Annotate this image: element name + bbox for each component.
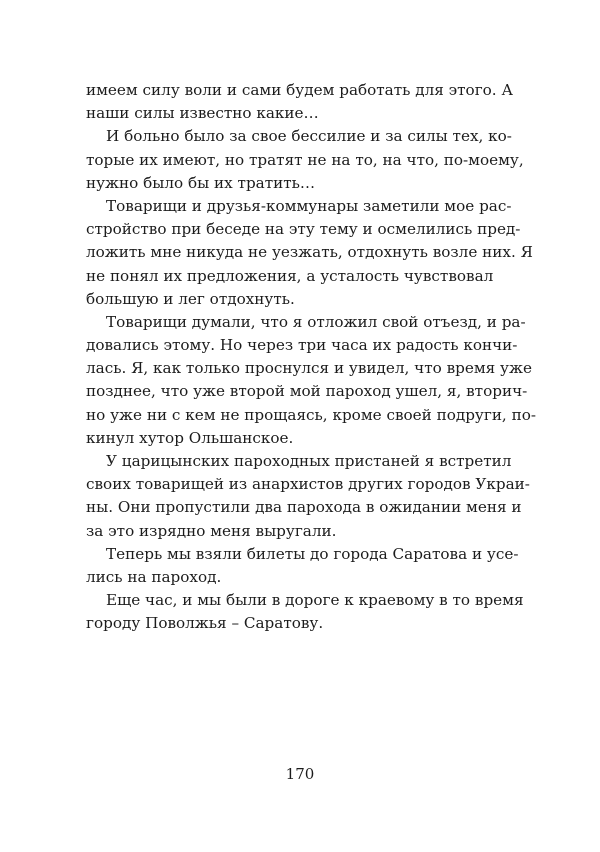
body-text	[86, 79, 536, 636]
page-number: 170	[285, 765, 315, 783]
text-line: городу Поволжья – Саратову.	[86, 614, 324, 633]
paragraph	[86, 79, 513, 125]
paragraph	[86, 195, 533, 311]
text-line: но уже ни с кем не прощаясь, кроме своей подруги, по-	[86, 405, 536, 424]
text-line: довались этому. Но через три часа их радость кончи-	[86, 336, 518, 355]
text-line: Еще час, и мы были в дороге к краевому в то время	[106, 591, 524, 610]
text-line: нужно было бы их тратить…	[86, 173, 316, 192]
text-line: своих товарищей из анархистов других городов Украи-	[86, 475, 530, 494]
text-line: за это изрядно меня выругали.	[86, 521, 337, 540]
text-line: лась. Я, как только проснулся и увидел, что время уже	[86, 359, 532, 378]
text-line: ложить мне никуда не уезжать, отдохнуть возле них. Я	[86, 243, 533, 262]
text-line: стройство при беседе на эту тему и осмелились пред-	[86, 220, 521, 239]
text-line: Теперь мы взяли билеты до города Саратова и усе-	[106, 544, 519, 563]
text-line: кинул хутор Ольшанское.	[86, 428, 294, 447]
text-line: имеем силу воли и сами будем работать для этого. А	[86, 81, 513, 99]
text-line: ны. Они пропустили два парохода в ожидании меня и	[86, 498, 522, 517]
paragraph	[86, 125, 524, 195]
text-line: большую и лег отдохнуть.	[86, 289, 295, 308]
text-line: И больно было за свое бессилие и за силы тех, ко-	[106, 127, 512, 146]
text-line: Товарищи и друзья-коммунары заметили мое рас-	[106, 196, 512, 215]
paragraph	[86, 311, 536, 450]
text-line: торые их имеют, но тратят не на то, на что, по-моему,	[86, 150, 524, 169]
text-line: Товарищи думали, что я отложил свой отъезд, и ра-	[106, 312, 526, 331]
paragraph	[86, 589, 524, 635]
text-line: позднее, что уже второй мой пароход ушел, я, вторич-	[86, 382, 528, 401]
text-line: У царицынских пароходных пристаней я встретил	[106, 452, 512, 470]
text-line: наши силы известно какие…	[86, 104, 319, 123]
paragraph	[86, 450, 530, 543]
paragraph	[86, 543, 519, 589]
text-line: лись на пароход.	[86, 567, 222, 586]
text-line: не понял их предложения, а усталость чувствовал	[86, 266, 494, 285]
